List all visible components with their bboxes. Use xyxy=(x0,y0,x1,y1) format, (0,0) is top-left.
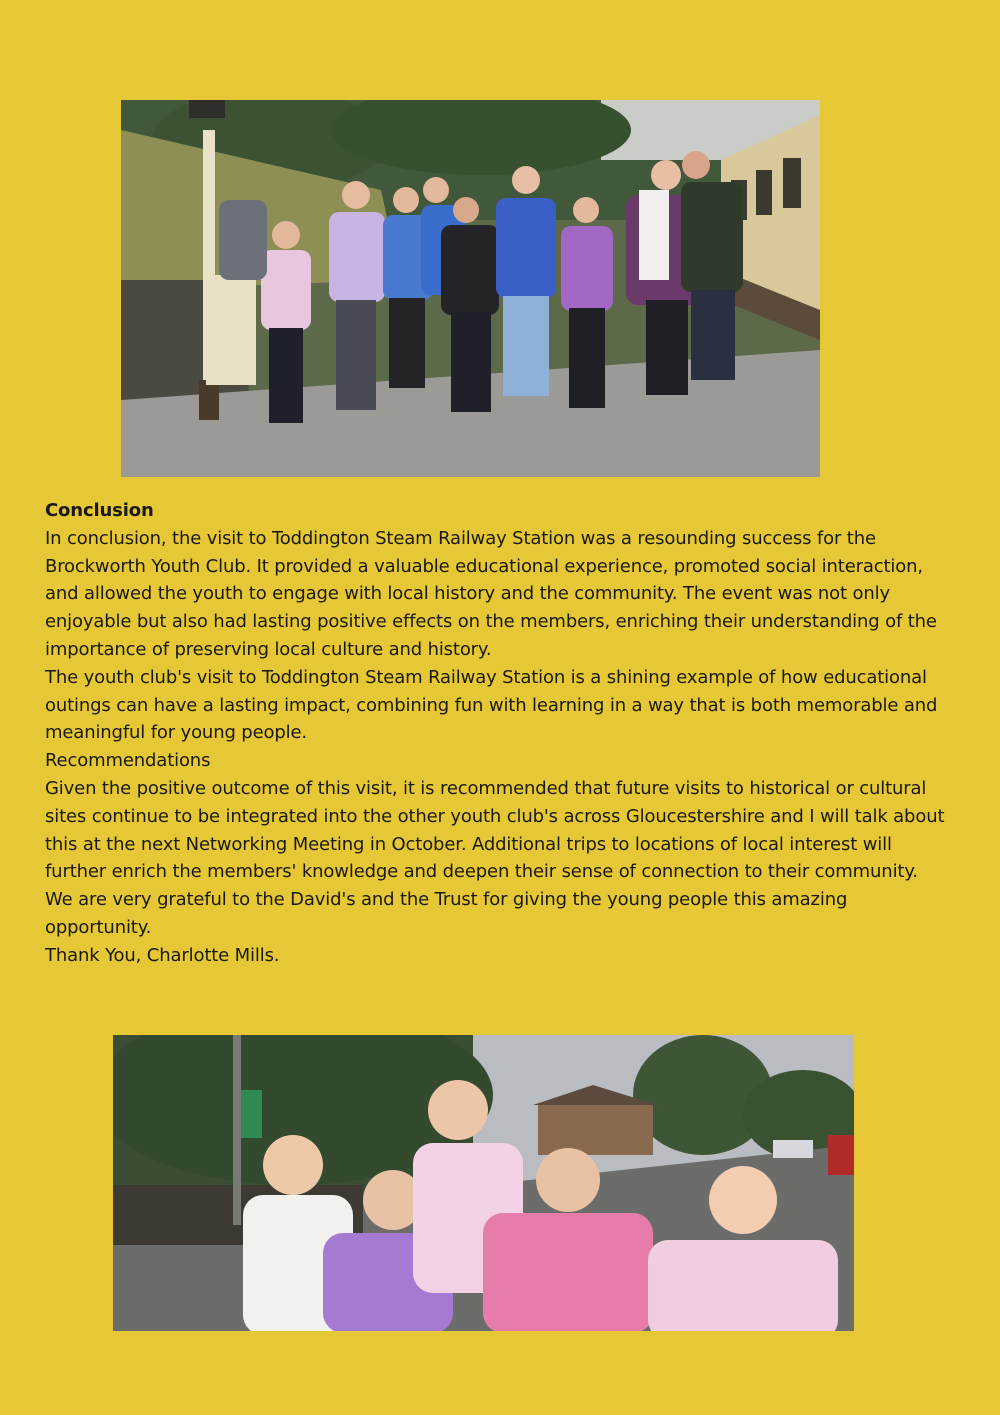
conclusion-paragraph-2: The youth club's visit to Toddington Steam Railway Station is a shining example of how educational outings can have a lasting impact, combining fun with learning in a way that is both memorable and meaningful for young people. xyxy=(45,666,938,744)
group-photo-platform xyxy=(121,100,820,477)
children-photo-carpark xyxy=(113,1035,854,1331)
conclusion-paragraph-1: In conclusion, the visit to Toddington Steam Railway Station was a resounding success for the Brockworth Youth Club. It provided a valuable educational experience, promoted social interaction, and allowed the youth to engage with local history and the community. The event was not only enjoyable but also had lasting positive effects on the members, enriching their understanding of the importance of preserving local culture and history. xyxy=(45,527,937,660)
group-photo-platform-image xyxy=(121,100,820,477)
report-conclusion-section xyxy=(45,497,945,970)
signoff: Thank You, Charlotte Mills. xyxy=(45,944,280,966)
recommendations-heading: Recommendations xyxy=(45,750,211,772)
conclusion-heading: Conclusion xyxy=(45,500,154,521)
children-photo-carpark-image xyxy=(113,1035,854,1331)
recommendations-paragraph: Given the positive outcome of this visit, it is recommended that future visits to historical or cultural sites continue to be integrated into the other youth club's across Gloucestershire and I will talk about this at the next Networking Meeting in October. Additional trips to locations of local interest will further enrich the members' knowledge and deepen their sense of connection to their community. We are very grateful to the David's and the Trust for giving the young people this amazing opportunity. xyxy=(45,777,945,938)
